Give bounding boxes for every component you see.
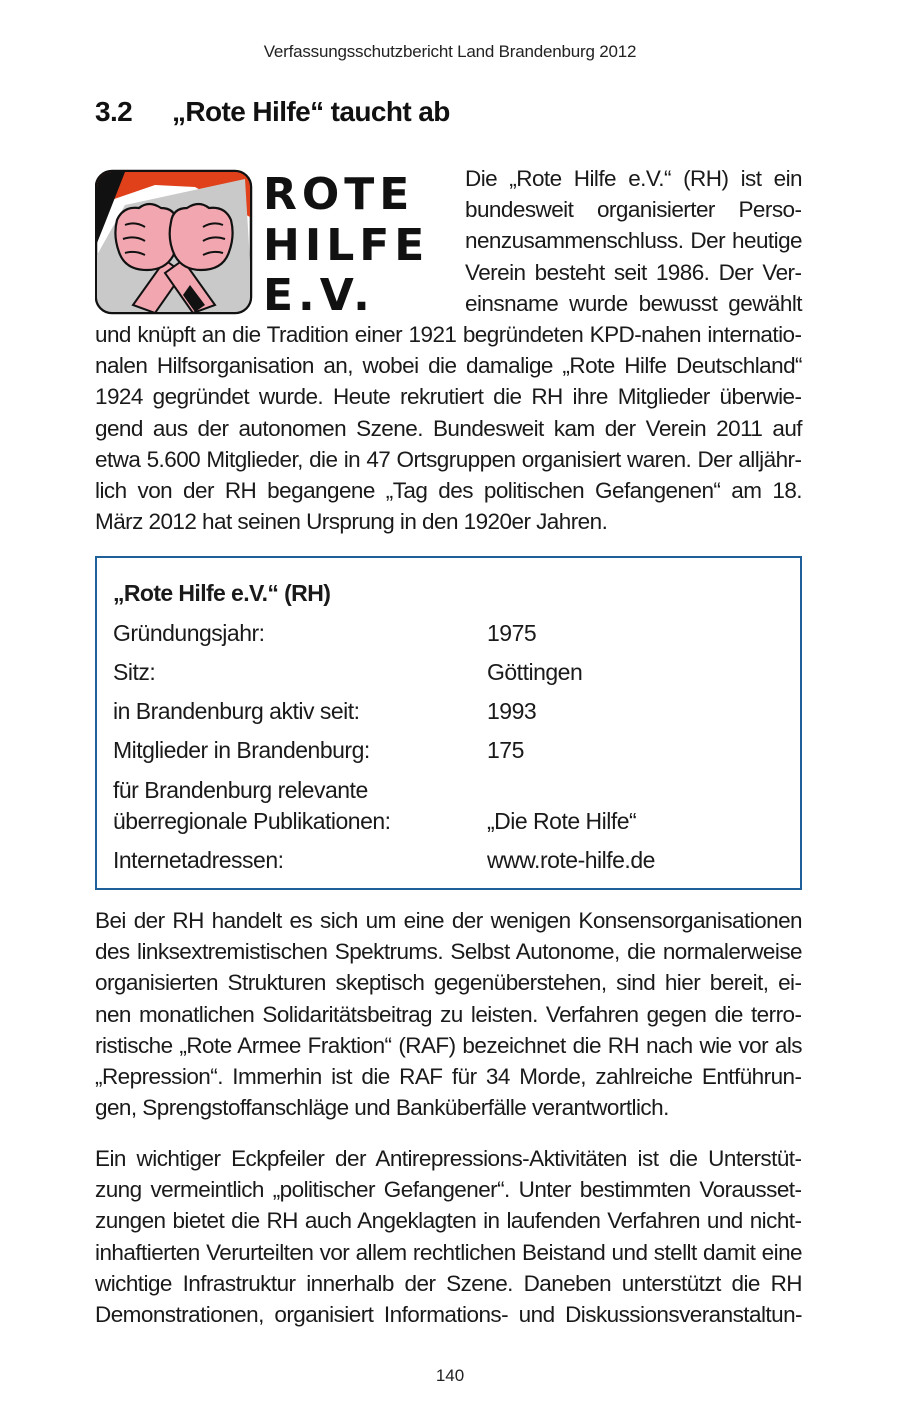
info-value: Göttingen <box>487 659 583 685</box>
info-row-publications <box>113 775 793 837</box>
info-label: für Brandenburg relevante überregionale Publikationen: <box>113 777 391 834</box>
rote-hilfe-logo <box>95 165 455 315</box>
info-value: www.rote-hilfe.de <box>487 847 655 873</box>
logo-graphic <box>95 165 455 315</box>
intro-paragraph: Die „Rote Hilfe e.V.“ (RH) ist ein bundesweit organisierter Personenzusammenschluss. Der heutige Verein besteht seit 1986. Der Vereinsname wurde bewusst gewählt und knüpft an die Tradition einer 1921 begründeten KPD-nahen internationalen Hilfsorganisation an, wobei die damalige „Rote Hilfe Deutschland“ 1924 gegründet wurde. Heute rekrutiert die RH ihre Mitglieder überwiegend aus der autonomen Szene. Bundesweit kam der Verein 2011 auf etwa 5.600 Mitglieder, die in 47 Ortsgruppen organisiert waren. Der alljährlich von der RH begangene „Tag des politischen Gefangenen“ am 18. März 2012 hat seinen Ursprung in den 1920er Jahren. <box>95 166 802 535</box>
running-header: Verfassungsschutzbericht Land Brandenburg 2012 <box>263 42 637 61</box>
infobox-title: „Rote Hilfe e.V.“ (RH) <box>113 580 331 606</box>
second-paragraph: Bei der RH handelt es sich um eine der wenigen Konsensorganisationen des linksextremistischen Spektrums. Selbst Autonome, die normalerweise organisierten Strukturen skeptisch gegenüberstehen, sind hier bereit, einen monatlichen Solidaritätsbeitrag zu leisten. Verfahren gegen die terroristische „Rote Armee Fraktion“ (RAF) bezeichnet die RH nach wie vor als „Repression“. Immerhin ist die RAF für 34 Morde, zahlreiche Entführungen, Sprengstoffanschläge und Banküberfälle verantwortlich. <box>95 908 802 1121</box>
logo-text-line1: ROTE <box>263 169 415 220</box>
info-label: Internetadressen: <box>113 847 284 873</box>
third-block <box>95 1143 802 1330</box>
info-row-founding-year <box>113 618 793 649</box>
info-label: Mitglieder in Brandenburg: <box>113 737 370 763</box>
info-label: Sitz: <box>113 659 156 685</box>
logo-text-line2: HILFE <box>263 220 430 271</box>
info-value: 1993 <box>487 698 537 724</box>
info-row-seat <box>113 657 793 688</box>
section-heading <box>95 96 450 128</box>
section-title: „Rote Hilfe“ taucht ab <box>172 96 450 127</box>
third-paragraph: Ein wichtiger Eckpfeiler der Antirepressions-Aktivitäten ist die Unterstützung vermeintlich „politischer Gefangener“. Unter bestimmten Voraussetzungen bietet die RH auch Angeklagten in laufenden Verfahren und nichtinhaftierten Verurteilten vor allem rechtlichen Beistand und stellt damit eine wichtige Infrastruktur innerhalb der Szene. Daneben unterstützt die RH Demonstrationen, organisiert Informations- und Diskussionsveranstaltun- <box>95 1146 802 1328</box>
info-value: 1975 <box>487 620 537 646</box>
page-number: 140 <box>435 1366 465 1385</box>
section-number: 3.2 <box>95 96 133 127</box>
info-value: 175 <box>487 737 524 763</box>
info-label: Gründungsjahr: <box>113 620 265 646</box>
second-block <box>95 905 802 1123</box>
info-value: „Die Rote Hilfe“ <box>487 808 637 834</box>
info-label: in Brandenburg aktiv seit: <box>113 698 360 724</box>
info-row-websites <box>113 845 793 876</box>
info-row-active-since <box>113 696 793 727</box>
logo-text-line3: E.V. <box>263 270 375 315</box>
info-row-members <box>113 735 793 766</box>
intro-block <box>95 163 802 537</box>
organisation-infobox <box>95 556 802 890</box>
